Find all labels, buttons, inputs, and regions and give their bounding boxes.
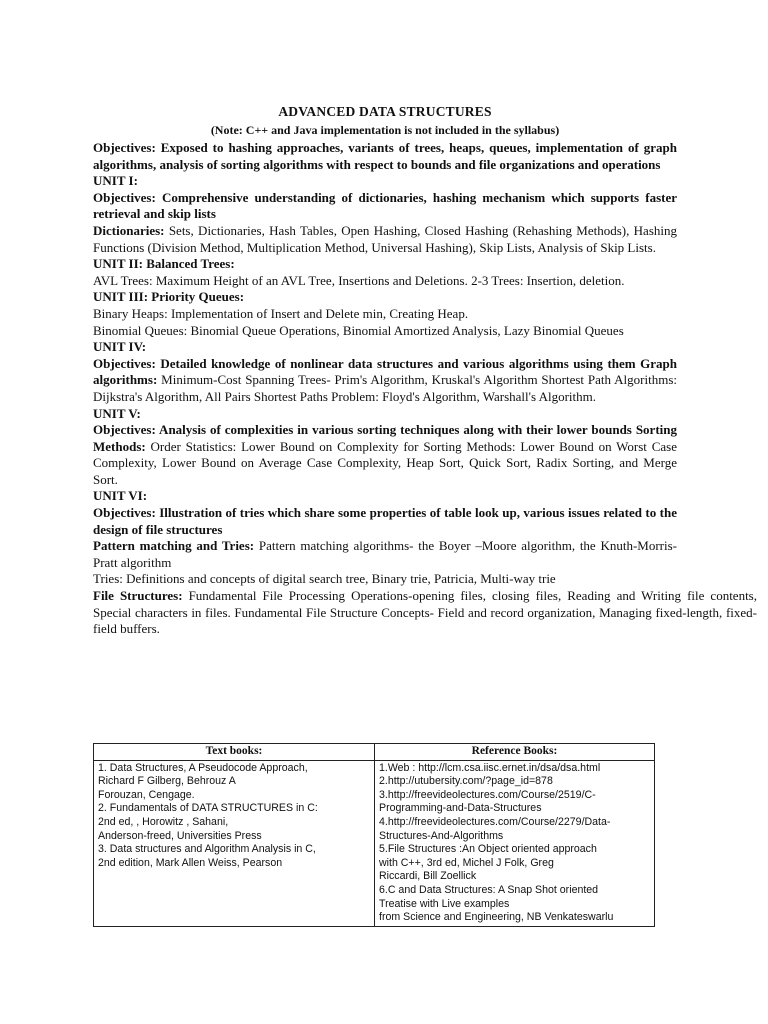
text-book-line: 2. Fundamentals of DATA STRUCTURES in C: [98,802,318,815]
text-books-header: Text books: [94,744,375,761]
pattern-matching-text: Pattern matching algorithms- the Boyer –Moore algorithm, the Knuth-Morris-Pratt algorithm [93,538,678,570]
reference-book-line: 6.C and Data Structures: A Snap Shot oriented [379,883,599,896]
unit-5-heading: UNIT V: [93,405,141,421]
unit-1-objectives: Objectives: Comprehensive understanding of dictionaries, hashing mechanism which supports faster retrieval and skip lists [93,189,677,222]
reference-book-line: Riccardi, Bill Zoellick [379,870,477,883]
reference-book-line: 3.http://freevideolectures.com/Course/2519/C- [379,788,596,801]
objectives-text: Exposed to hashing approaches, variants of trees, heaps, queues, implementation of graph algorithms, analysis of sorting algorithms with respect to bounds and file organizations and operations [93,140,677,172]
file-structures-label: File Structures: [93,588,183,604]
course-objectives [93,140,677,173]
reference-book-line: Programming-and-Data-Structures [379,802,542,815]
reference-book-line: from Science and Engineering, NB Venkateswarlu [379,911,614,924]
reference-book-line: 1.Web : http://lcm.csa.iisc.ernet.in/dsa/dsa.html [379,761,601,774]
books-header-row [94,744,655,761]
text-book-line: 2nd edition, Mark Allen Weiss, Pearson [98,856,283,869]
unit-2-heading: UNIT II: Balanced Trees: [93,256,235,272]
unit-5-text: Order Statistics: Lower Bound on Complexity for Sorting Methods: Lower Bound on Worst Case Complexity, Lower Bound on Average Case Complexity, Heap Sort, Quick Sort, Radix Sorting, and Merge Sort. [93,438,678,487]
unit-3-binary-heaps: Binary Heaps: Implementation of Insert and Delete min, Creating Heap. [93,305,469,321]
document-title: ADVANCED DATA STRUCTURES [278,104,492,119]
dictionaries-text: Sets, Dictionaries, Hash Tables, Open Hashing, Closed Hashing (Rehashing Methods), Hashing Functions (Division Method, Multiplication Method, Universal Hashing), Skip Lists, Analysis of Skip Lists. [93,222,678,255]
text-book-line: 2nd ed, , Horowitz , Sahani, [98,815,229,828]
text-book-line: Richard F Gilberg, Behrouz A [98,775,236,788]
unit-6-objectives: Objectives: Illustration of tries which share some properties of table look up, various issues related to the design of file structures [93,505,677,537]
unit-5-objectives: Objectives: Analysis of complexities in various sorting techniques along with their lower bounds Sorting Methods: [93,422,677,454]
unit-3-binomial-queues: Binomial Queues: Binomial Queue Operations, Binomial Amortized Analysis, Lazy Binomial Queues [93,322,624,338]
text-book-line: 3. Data structures and Algorithm Analysis in C, [98,843,316,856]
text-books-cell [94,760,375,926]
unit-4-body [93,356,677,406]
file-structures-text: Fundamental File Processing Operations-opening files, closing files, Reading and Writing file contents, Special characters in files. Fundamental File Structure Concepts- Field and record organization, Managing fixed-length, fixed-field buffers. [93,588,757,637]
reference-book-line: Structures-And-Algorithms [379,829,504,842]
objectives-label: Objectives: [93,140,156,155]
pattern-matching [93,538,677,571]
pattern-matching-label: Pattern matching and Tries: [93,538,255,554]
reference-books-header: Reference Books: [375,744,655,761]
unit-3-heading: UNIT III: Priority Queues: [93,289,245,305]
tries-text: Tries: Definitions and concepts of digital search tree, Binary trie, Patricia, Multi-way trie [93,571,556,587]
text-book-line: 1. Data Structures, A Pseudocode Approach, [98,761,308,774]
books-table [93,743,655,927]
unit-4-text: Minimum-Cost Spanning Trees- Prim's Algorithm, Kruskal's Algorithm Shortest Path Algorithms: Dijkstra's Algorithm, All Pairs Shortest Paths Problem: Floyd's Algorithm, Warshall's Algorithm. [93,372,678,404]
syllabus-note: (Note: C++ and Java implementation is not included in the syllabus) [210,123,560,137]
reference-book-line: 5.File Structures :An Object oriented approach [379,843,597,856]
reference-book-line: 4.http://freevideolectures.com/Course/2279/Data- [379,815,611,828]
dictionaries-label: Dictionaries: [93,222,165,238]
reference-book-line: Treatise with Live examples [379,897,510,910]
unit-6-heading: UNIT VI: [93,488,148,504]
unit-5-body [93,422,677,488]
unit-4-objectives: Objectives: Detailed knowledge of nonlinear data structures and various algorithms using them Graph algorithms: [93,355,677,388]
reference-book-line: 2.http://utubersity.com/?page_id=878 [379,775,553,788]
unit-1-dictionaries [93,223,677,256]
text-book-line: Forouzan, Cengage. [98,788,195,801]
syllabus-document [93,104,757,638]
unit-1-heading: UNIT I: [93,173,138,189]
unit-4-heading: UNIT IV: [93,339,147,355]
text-book-line: Anderson-freed, Universities Press [98,829,262,842]
reference-book-line: with C++, 3rd ed, Michel J Folk, Greg [379,856,554,869]
unit-2-text: AVL Trees: Maximum Height of an AVL Tree, Insertions and Deletions. 2-3 Trees: Insertion, deletion. [93,272,625,288]
file-structures [93,588,757,638]
reference-books-cell [375,760,655,926]
books-content-row [94,760,655,926]
